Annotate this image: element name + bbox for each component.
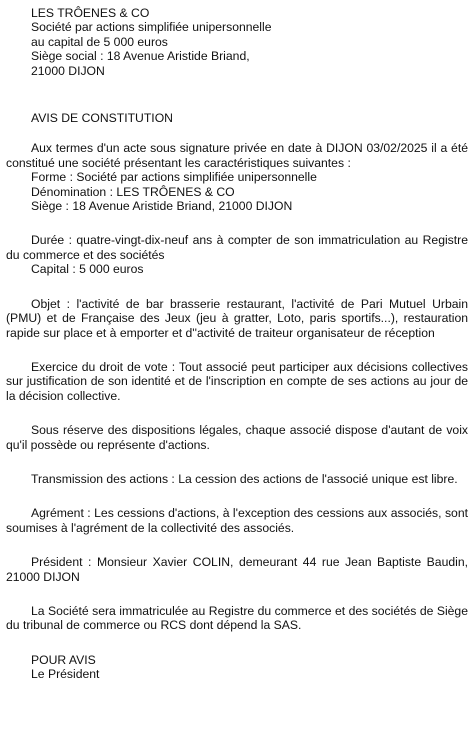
signatory-label: Le Président	[31, 667, 100, 682]
notice-body	[0, 141, 473, 632]
company-name: LES TRÔENES & CO	[31, 6, 150, 20]
immatriculation-paragraph: La Société sera immatriculée au Registre du commerce et des sociétés de Siège du tribunal de commerce ou RCS dont dépend la SAS.	[6, 603, 468, 633]
siege-paragraph: Siège : 18 Avenue Aristide Briand, 21000 DIJON	[31, 199, 293, 214]
notice-title: AVIS DE CONSTITUTION	[31, 111, 173, 126]
company-legal-form: Société par actions simplifiée unipersonnelle	[31, 20, 272, 35]
objet-paragraph: Objet : l'activité de bar brasserie restaurant, l'activité de Pari Mutuel Urbain (PMU) et de Française des Jeux (jeu à gratter, Loto, paris sportifs...), restauration rapide sur place et à emporter et d''activité de traiteur organisateur de réception	[6, 296, 468, 340]
vote-paragraph: Exercice du droit de vote : Tout associé peut participer aux décisions collectives sur justification de son identité et de l'inscription en compte de ses actions au jour de la décision collective.	[6, 359, 468, 403]
company-address: Siège social : 18 Avenue Aristide Briand,	[31, 49, 250, 64]
closing-block	[0, 653, 473, 682]
forme-paragraph: Forme : Société par actions simplifiée unipersonnelle	[31, 170, 317, 185]
pour-avis-label: POUR AVIS	[31, 652, 96, 667]
agrement-paragraph: Agrément : Les cessions d'actions, à l'exception des cessions aux associés, sont soumises à l'agrément de la collectivité des associés.	[6, 506, 468, 535]
company-city: 21000 DIJON	[31, 63, 105, 78]
transmission-paragraph: Transmission des actions : La cession des actions de l'associé unique est libre.	[31, 471, 458, 486]
duree-paragraph: Durée : quatre-vingt-dix-neuf ans à compter de son immatriculation au Registre du commerce et des sociétés	[6, 233, 468, 262]
president-paragraph: Président : Monsieur Xavier COLIN, demeurant 44 rue Jean Baptiste Baudin, 21000 DIJON	[6, 555, 468, 584]
intro-paragraph: Aux termes d'un acte sous signature privée en date à DIJON 03/02/2025 il a été constitué une société présentant les caractéristiques suivantes :	[6, 141, 468, 170]
reserve-paragraph: Sous réserve des dispositions légales, chaque associé dispose d'autant de voix qu'il possède ou représente d'actions.	[6, 423, 468, 452]
company-capital: au capital de 5 000 euros	[31, 34, 168, 49]
denomination-paragraph: Dénomination : LES TRÔENES & CO	[31, 184, 235, 199]
capital-paragraph: Capital : 5 000 euros	[31, 262, 144, 277]
company-header	[0, 6, 473, 78]
